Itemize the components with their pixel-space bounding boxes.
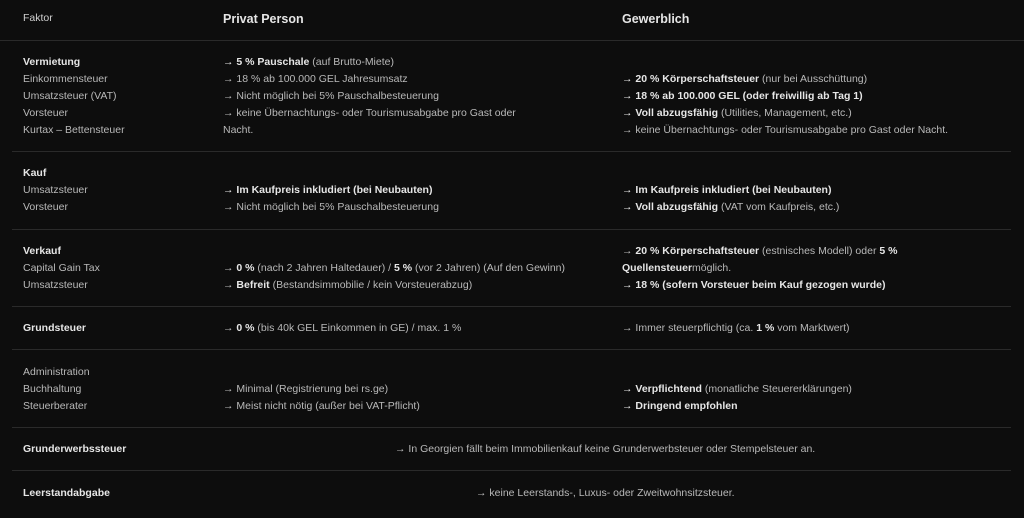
grundsteuer-gewerb: → Immer steuerpflichtig (ca. 1 % vom Marktwert): [622, 322, 850, 334]
vermietung-privat-kurtax-cont: Nacht.: [223, 124, 254, 136]
kauf-title: Kauf: [23, 167, 47, 179]
table-header: [0, 0, 1024, 41]
verkauf-label: Capital Gain Tax: [23, 262, 100, 274]
administration-gewerb-buchhaltung: → Verpflichtend (monatliche Steuererklärungen): [622, 383, 852, 395]
divider: [12, 151, 1011, 152]
leerstand-text: → keine Leerstands-, Luxus- oder Zweitwohnsitzsteuer.: [476, 487, 735, 499]
kauf-gewerb-vorsteuer: → Voll abzugsfähig (VAT vom Kaufpreis, etc.): [622, 201, 840, 213]
verkauf-gewerb-cgt: → 20 % Körperschaftsteuer (estnisches Modell) oder 5 %: [622, 245, 898, 257]
kauf-gewerb-umsatz: → Im Kaufpreis inkludiert (bei Neubauten): [622, 184, 832, 196]
vermietung-privat-pauschale: → 5 % Pauschale (auf Brutto-Miete): [223, 56, 394, 68]
vermietung-privat-vat: → Nicht möglich bei 5% Pauschalbesteuerung: [223, 90, 439, 102]
administration-label: Administration: [23, 366, 90, 378]
vermietung-gewerb-kurtax: → keine Übernachtungs- oder Tourismusabgabe pro Gast oder Nacht.: [622, 124, 949, 136]
grunderwerb-title: Grunderwerbssteuer: [23, 443, 127, 455]
leerstand-title: Leerstandabgabe: [23, 487, 110, 499]
verkauf-privat-cgt: → 0 % (nach 2 Jahren Haltedauer) / 5 % (vor 2 Jahren) (Auf den Gewinn): [223, 262, 566, 274]
divider: [12, 349, 1011, 350]
kauf-privat-umsatz: → Im Kaufpreis inkludiert (bei Neubauten): [223, 184, 433, 196]
administration-gewerb-steuerberater: → Dringend empfohlen: [622, 400, 738, 412]
administration-privat-buchhaltung: → Minimal (Registrierung bei rs.ge): [223, 383, 389, 395]
header-gewerblich: Gewerblich: [622, 12, 690, 26]
vermietung-label: Umsatzsteuer (VAT): [23, 90, 117, 102]
grunderwerb-text: → In Georgien fällt beim Immobilienkauf keine Grunderwerbsteuer oder Stempelsteuer an.: [395, 443, 816, 455]
vermietung-privat-kurtax: → keine Übernachtungs- oder Tourismusabgabe pro Gast oder: [223, 107, 516, 119]
header-privat: Privat Person: [223, 12, 304, 26]
grundsteuer-title: Grundsteuer: [23, 322, 87, 334]
vermietung-gewerb-vorsteuer: → Voll abzugsfähig (Utilities, Management, etc.): [622, 107, 852, 119]
vermietung-gewerb-vat: → 18 % ab 100.000 GEL (oder freiwillig ab Tag 1): [622, 90, 863, 102]
divider: [12, 470, 1011, 471]
divider: [12, 306, 1011, 307]
verkauf-gewerb-umsatz: → 18 % (sofern Vorsteuer beim Kauf gezogen wurde): [622, 279, 886, 291]
kauf-label: Umsatzsteuer: [23, 184, 88, 196]
divider: [12, 427, 1011, 428]
vermietung-gewerb-einkommen: → 20 % Körperschaftsteuer (nur bei Ausschüttung): [622, 73, 868, 85]
verkauf-title: Verkauf: [23, 245, 61, 257]
verkauf-gewerb-cgt-cont: Quellensteuermöglich.: [622, 262, 732, 274]
verkauf-privat-umsatz: → Befreit (Bestandsimmobilie / kein Vorsteuerabzug): [223, 279, 473, 291]
administration-label: Buchhaltung: [23, 383, 82, 395]
divider: [12, 229, 1011, 230]
vermietung-privat-einkommen: → 18 % ab 100.000 GEL Jahresumsatz: [223, 73, 408, 85]
administration-label: Steuerberater: [23, 400, 88, 412]
vermietung-title: Vermietung: [23, 56, 81, 68]
administration-privat-steuerberater: → Meist nicht nötig (außer bei VAT-Pflicht): [223, 400, 420, 412]
header-faktor: Faktor: [23, 12, 53, 24]
vermietung-label: Einkommensteuer: [23, 73, 108, 85]
kauf-label: Vorsteuer: [23, 201, 68, 213]
vermietung-label: Vorsteuer: [23, 107, 68, 119]
verkauf-label: Umsatzsteuer: [23, 279, 88, 291]
vermietung-label: Kurtax – Bettensteuer: [23, 124, 125, 136]
kauf-privat-vorsteuer: → Nicht möglich bei 5% Pauschalbesteuerung: [223, 201, 439, 213]
grundsteuer-privat: → 0 % (bis 40k GEL Einkommen in GE) / max. 1 %: [223, 322, 462, 334]
